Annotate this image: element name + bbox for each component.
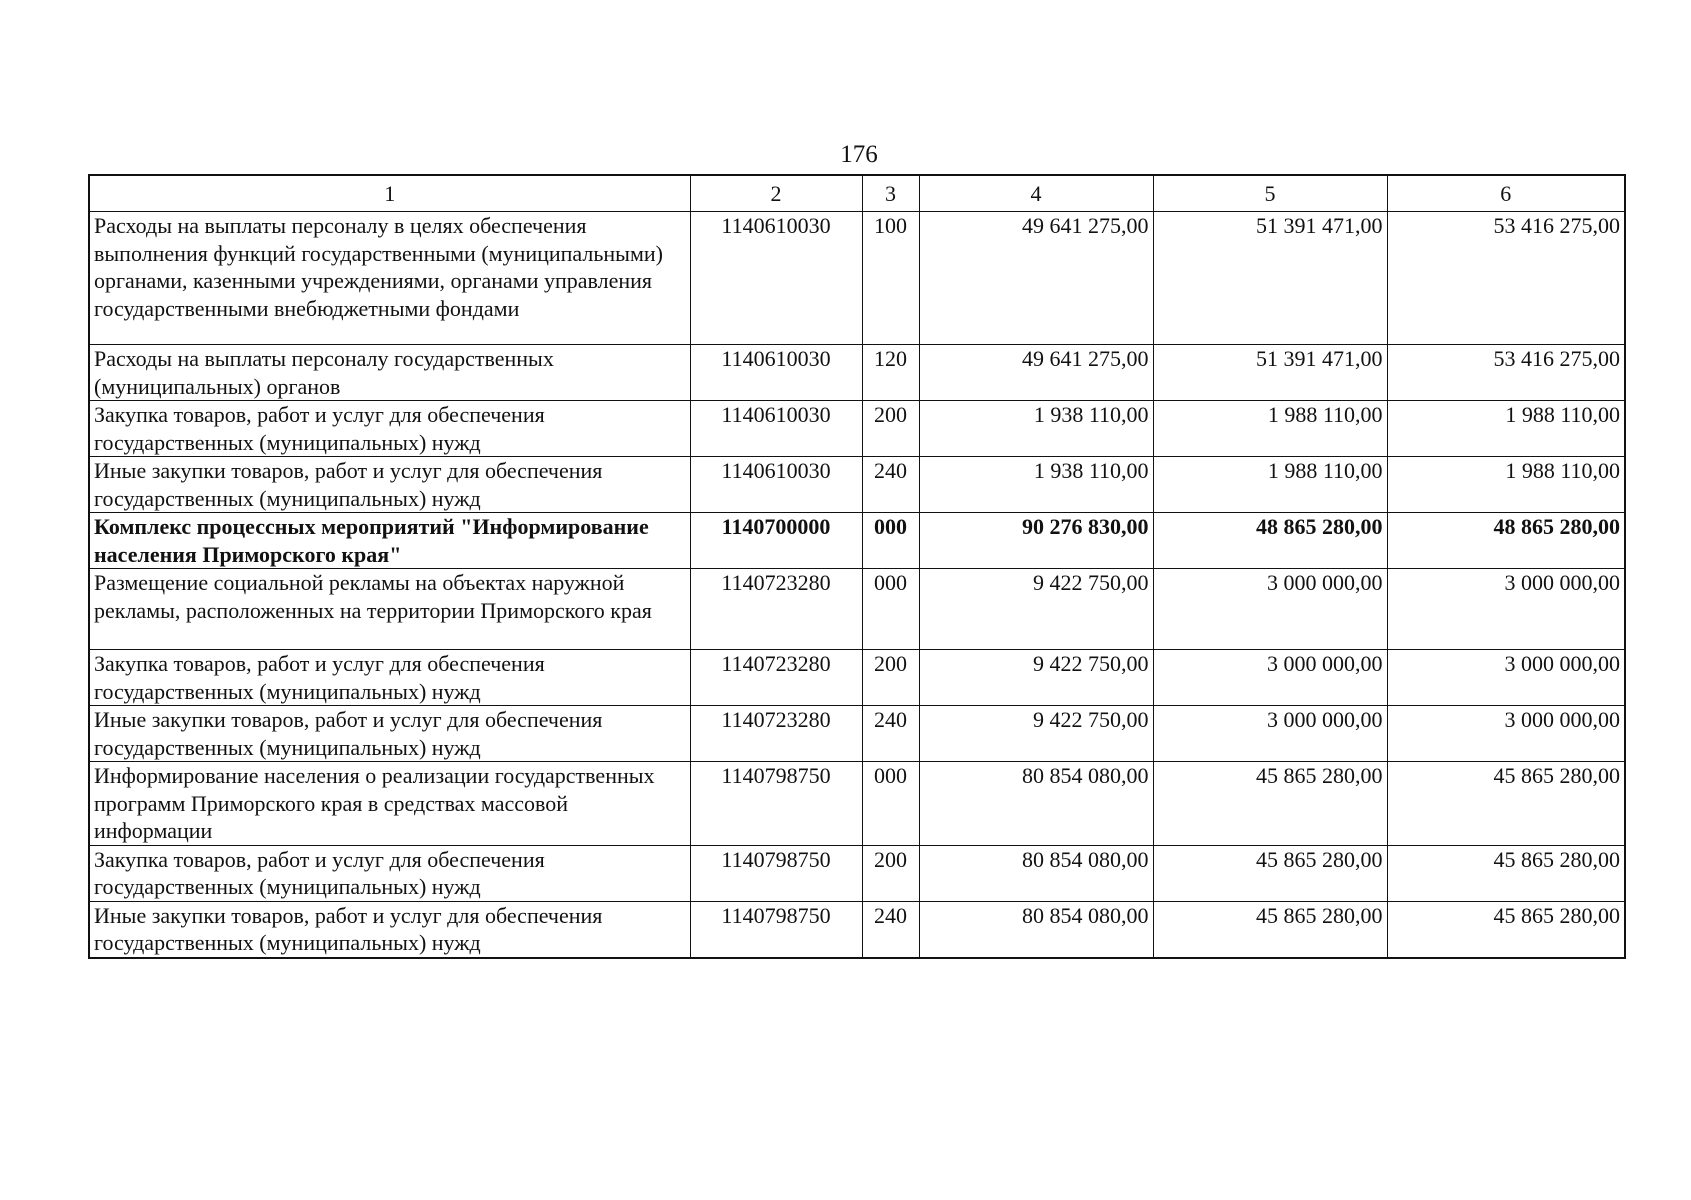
row-kind-cell: 240 [862, 706, 919, 762]
row-amount-col-6: 1 988 110,00 [1387, 401, 1625, 457]
table-row [89, 901, 1625, 958]
row-amount-col-4: 1 938 110,00 [919, 457, 1153, 513]
row-amount-col-5: 3 000 000,00 [1153, 650, 1387, 706]
row-amount-col-6: 45 865 280,00 [1387, 845, 1625, 901]
row-amount-col-6: 1 988 110,00 [1387, 457, 1625, 513]
row-kind-cell: 100 [862, 212, 919, 345]
header-col-2: 2 [690, 175, 862, 212]
row-amount-col-5: 3 000 000,00 [1153, 569, 1387, 650]
table-body [89, 212, 1625, 958]
row-amount-col-4: 80 854 080,00 [919, 762, 1153, 846]
row-amount-col-5: 1 988 110,00 [1153, 401, 1387, 457]
row-name-cell: Размещение социальной рекламы на объектах наружной рекламы, расположенных на территории Приморского края [89, 569, 690, 650]
table-row [89, 212, 1625, 345]
row-kind-cell: 200 [862, 650, 919, 706]
row-amount-col-4: 80 854 080,00 [919, 845, 1153, 901]
row-kind-cell: 200 [862, 845, 919, 901]
row-code-cell: 1140723280 [690, 650, 862, 706]
row-amount-col-5: 1 988 110,00 [1153, 457, 1387, 513]
row-name-cell: Расходы на выплаты персоналу в целях обеспечения выполнения функций государственными (муниципальными) органами, казенными учреждениями, органами управления государственными внебюджетными фондами [89, 212, 690, 345]
row-kind-cell: 200 [862, 401, 919, 457]
row-code-cell: 1140798750 [690, 901, 862, 958]
table-row [89, 457, 1625, 513]
row-name-cell: Закупка товаров, работ и услуг для обеспечения государственных (муниципальных) нужд [89, 845, 690, 901]
row-amount-col-4: 80 854 080,00 [919, 901, 1153, 958]
row-amount-col-6: 48 865 280,00 [1387, 513, 1625, 569]
row-code-cell: 1140610030 [690, 457, 862, 513]
row-code-cell: 1140798750 [690, 762, 862, 846]
row-name-cell: Иные закупки товаров, работ и услуг для обеспечения государственных (муниципальных) нужд [89, 706, 690, 762]
table-row [89, 513, 1625, 569]
row-code-cell: 1140798750 [690, 845, 862, 901]
row-amount-col-5: 51 391 471,00 [1153, 345, 1387, 401]
row-kind-cell: 000 [862, 762, 919, 846]
row-amount-col-4: 90 276 830,00 [919, 513, 1153, 569]
header-col-5: 5 [1153, 175, 1387, 212]
table-row [89, 845, 1625, 901]
row-amount-col-6: 3 000 000,00 [1387, 569, 1625, 650]
page-number: 176 [840, 141, 878, 168]
row-amount-col-6: 3 000 000,00 [1387, 706, 1625, 762]
table-row [89, 345, 1625, 401]
header-col-6: 6 [1387, 175, 1625, 212]
header-col-1: 1 [89, 175, 690, 212]
row-amount-col-4: 9 422 750,00 [919, 650, 1153, 706]
table-row [89, 706, 1625, 762]
row-kind-cell: 240 [862, 457, 919, 513]
row-code-cell: 1140723280 [690, 706, 862, 762]
table-header [89, 175, 1625, 212]
row-name-cell: Информирование населения о реализации государственных программ Приморского края в средствах массовой информации [89, 762, 690, 846]
row-code-cell: 1140610030 [690, 401, 862, 457]
row-amount-col-4: 49 641 275,00 [919, 212, 1153, 345]
row-amount-col-5: 3 000 000,00 [1153, 706, 1387, 762]
row-amount-col-6: 45 865 280,00 [1387, 901, 1625, 958]
row-name-cell: Закупка товаров, работ и услуг для обеспечения государственных (муниципальных) нужд [89, 650, 690, 706]
row-code-cell: 1140610030 [690, 345, 862, 401]
row-name-cell: Закупка товаров, работ и услуг для обеспечения государственных (муниципальных) нужд [89, 401, 690, 457]
row-amount-col-6: 45 865 280,00 [1387, 762, 1625, 846]
budget-table [88, 174, 1626, 959]
header-col-3: 3 [862, 175, 919, 212]
table-row [89, 569, 1625, 650]
table-row [89, 401, 1625, 457]
row-amount-col-6: 3 000 000,00 [1387, 650, 1625, 706]
row-name-cell: Иные закупки товаров, работ и услуг для обеспечения государственных (муниципальных) нужд [89, 901, 690, 958]
row-amount-col-5: 45 865 280,00 [1153, 762, 1387, 846]
row-name-cell: Комплекс процессных мероприятий "Информирование населения Приморского края" [89, 513, 690, 569]
header-col-4: 4 [919, 175, 1153, 212]
row-amount-col-6: 53 416 275,00 [1387, 345, 1625, 401]
row-kind-cell: 240 [862, 901, 919, 958]
header-row [89, 175, 1625, 212]
row-amount-col-6: 53 416 275,00 [1387, 212, 1625, 345]
table-row [89, 650, 1625, 706]
row-code-cell: 1140610030 [690, 212, 862, 345]
row-name-cell: Расходы на выплаты персоналу государственных (муниципальных) органов [89, 345, 690, 401]
row-amount-col-5: 45 865 280,00 [1153, 901, 1387, 958]
row-name-cell: Иные закупки товаров, работ и услуг для обеспечения государственных (муниципальных) нужд [89, 457, 690, 513]
row-amount-col-5: 48 865 280,00 [1153, 513, 1387, 569]
row-amount-col-5: 45 865 280,00 [1153, 845, 1387, 901]
row-amount-col-4: 49 641 275,00 [919, 345, 1153, 401]
row-kind-cell: 000 [862, 569, 919, 650]
row-code-cell: 1140723280 [690, 569, 862, 650]
row-kind-cell: 120 [862, 345, 919, 401]
row-code-cell: 1140700000 [690, 513, 862, 569]
row-amount-col-5: 51 391 471,00 [1153, 212, 1387, 345]
row-amount-col-4: 1 938 110,00 [919, 401, 1153, 457]
row-kind-cell: 000 [862, 513, 919, 569]
row-amount-col-4: 9 422 750,00 [919, 569, 1153, 650]
table-row [89, 762, 1625, 846]
row-amount-col-4: 9 422 750,00 [919, 706, 1153, 762]
